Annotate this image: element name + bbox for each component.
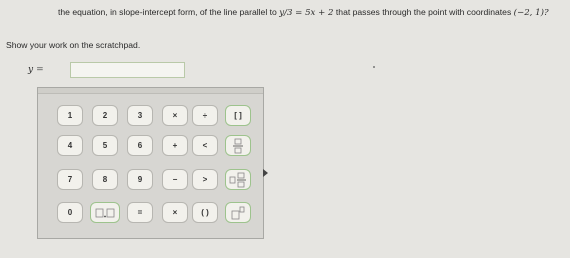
instruction-text: Show your work on the scratchpad. <box>6 40 141 50</box>
math-keypad <box>37 87 264 239</box>
key-brackets[interactable]: [ ] <box>225 105 251 126</box>
key-mixed-number[interactable] <box>225 169 251 190</box>
key-exponent[interactable] <box>225 202 251 223</box>
key-3[interactable]: 3 <box>127 105 153 126</box>
key-divide[interactable]: ÷ <box>192 105 218 126</box>
key-2[interactable]: 2 <box>92 105 118 126</box>
answer-input[interactable] <box>70 62 185 78</box>
key-equals[interactable]: = <box>127 202 153 223</box>
key-0[interactable]: 0 <box>57 202 83 223</box>
key-plus[interactable]: + <box>162 135 188 156</box>
question-point: (−2, 1)? <box>513 8 549 18</box>
key-4[interactable]: 4 <box>57 135 83 156</box>
key-parentheses[interactable]: ( ) <box>192 202 218 223</box>
key-8[interactable]: 8 <box>92 169 118 190</box>
key-minus[interactable]: − <box>162 169 188 190</box>
key-greater-than[interactable]: > <box>192 169 218 190</box>
question-text <box>58 6 566 19</box>
key-5[interactable]: 5 <box>92 135 118 156</box>
keypad-header <box>38 88 263 94</box>
fraction-icon <box>232 138 244 154</box>
key-less-than[interactable]: < <box>192 135 218 156</box>
key-1[interactable]: 1 <box>57 105 83 126</box>
keypad-expand-arrow-icon[interactable] <box>263 169 268 177</box>
answer-variable: y <box>28 65 34 75</box>
key-9[interactable]: 9 <box>127 169 153 190</box>
key-decimal[interactable] <box>90 202 120 223</box>
key-fraction[interactable] <box>225 135 251 156</box>
key-multiply[interactable]: × <box>162 105 188 126</box>
answer-row <box>28 63 44 77</box>
decimal-icon <box>95 207 115 219</box>
key-7[interactable]: 7 <box>57 169 83 190</box>
mixed-number-icon <box>229 172 247 188</box>
question-mid: that passes through the point with coordinates <box>335 7 512 17</box>
cursor-dot <box>373 66 375 68</box>
question-prefix: the equation, in slope-intercept form, of the line parallel to <box>58 7 277 17</box>
exponent-icon <box>231 206 245 220</box>
answer-equals: = <box>36 65 44 75</box>
key-6[interactable]: 6 <box>127 135 153 156</box>
key-times[interactable]: × <box>162 202 188 223</box>
question-equation: y/3 = 5x + 2 <box>279 8 334 18</box>
